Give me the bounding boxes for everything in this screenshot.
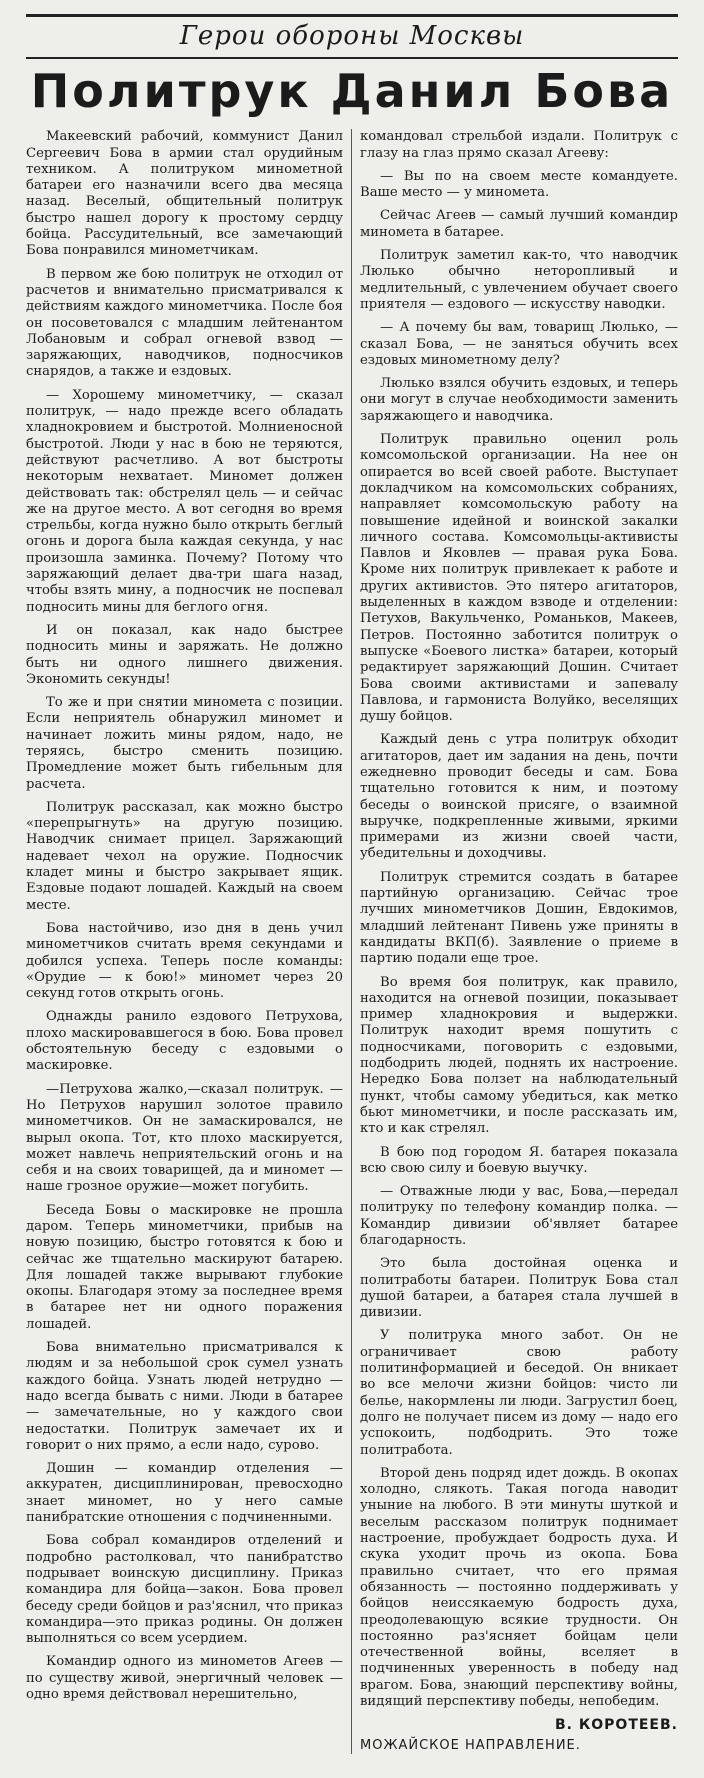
paragraph: — Хорошему минометчику, — сказал политрук, — надо прежде всего обладать хладнокровием и быстротой. Молниеносной быстротой. Люди у нас в бою не теряются, действуют расчетливо. А вот быстроты некоторым нехватает. Миномет должен действовать так: обстрелял цель — и сейчас же на другое место. А вот сегодня во время стрельбы, когда нужно было открыть беглый огонь и дорога была каждая секунда, у нас произошла заминка. Почему? Потому что заряжающий делает два-три шага назад, чтобы взять мину, а подносчик не поспевал подносить мины для беглого огня. <box>26 387 343 615</box>
paragraph: Политрук заметил как-то, что наводчик Люлько обычно неторопливый и медлительный, с увлечением обучает своего приятеля — ездового — искусству наводки. <box>360 248 678 312</box>
paragraph: командовал стрельбой издали. Политрук с глазу на глаз прямо сказал Агееву: <box>360 129 678 161</box>
paragraph: Бова собрал командиров отделений и подробно растолковал, что панибратство подрывает воинскую дисциплину. Приказ командира для бойца—закон. Бова провел беседу среди бойцов и раз'яснил, что приказ командира—это приказ родины. Он должен выполняться со всем усердием. <box>26 1533 343 1647</box>
paragraph: Люлько взялся обучить ездовых, и теперь они могут в случае необходимости заменить заряжающего и наводчика. <box>360 376 678 424</box>
paragraph: Сейчас Агеев — самый лучший командир миномета в батарее. <box>360 208 678 240</box>
rubric: Герои обороны Москвы <box>26 14 678 59</box>
paragraph: Дошин — командир отделения — аккуратен, дисциплинирован, превосходно знает миномет, но у него самые панибратские отношения с подчиненными. <box>26 1461 343 1526</box>
paragraph: Политрук стремится создать в батарее партийную организацию. Сейчас трое лучших минометчиков Дошин, Евдокимов, младший лейтенант Пивень уже приняты в кандидаты ВКП(б). Заявление о приеме в партию подали еще трое. <box>360 869 678 967</box>
paragraph: —Петрухова жалко,—сказал политрук. — Но Петрухов нарушил золотое правило минометчиков. Он не замаскировался, не вырыл окопа. Тот, кто плохо маскируется, может навлечь неприятельский огонь и на себя и на своих товарищей, да и миномет — наше грозное оружие—может погубить. <box>26 1081 343 1195</box>
paragraph: — Отважные люди у вас, Бова,—передал политруку по телефону командир полка. — Командир дивизии об'являет батарее благодарность. <box>360 1184 678 1248</box>
paragraph: Во время боя политрук, как правило, находится на огневой позиции, показывает пример хладнокровия и выдержки. Политрук находит время пошутить с подносчиками, поговорить с ездовыми, подбодрить людей, поднять их настроение. Нередко Бова ползет на наблюдательный пункт, чтобы самому убедиться, как метко бьют минометчики, и после рассказать им, кто и как стрелял. <box>360 974 678 1137</box>
paragraph: Однажды ранило ездового Петрухова, плохо маскировавшегося в бою. Бова провел обстоятельную беседу с ездовыми о маскировке. <box>26 1009 343 1074</box>
dateline-place: МОЖАЙСКОЕ НАПРАВЛЕНИЕ. <box>360 1737 581 1753</box>
article-headline: Политрук Данил Бова <box>30 64 674 118</box>
paragraph: В бою под городом Я. батарея показала всю свою силу и боевую выучку. <box>360 1144 678 1176</box>
paragraph: Беседа Бовы о маскировке не прошла даром. Теперь минометчики, прибыв на новую позицию, быстро готовятся к бою и сейчас же тщательно маскируют батарею. Для лошадей также вырывают глубокие окопы. Благодаря этому за последнее время в батарее нет ни одного поражения лошадей. <box>26 1202 343 1332</box>
paragraph: Второй день подряд идет дождь. В окопах холодно, слякоть. Такая погода наводит уныние на любого. В эти минуты шуткой и веселым рассказом политрук поднимает настроение, пробуждает бодрость духа. И скука уходит прочь из окопа. Бова правильно считает, что его прямая обязанность — постоянно поддерживать у бойцов неиссякаемую бодрость духа, преодолевающую всякие трудности. Он постоянно раз'ясняет бойцам цели отечественной войны, вселяет в подчиненных уверенность в победу над врагом. Бова, знающий перспективу войны, видящий перспективу победы, непобедим. <box>360 1465 678 1710</box>
paragraph: — Вы по на своем месте командуете. Ваше место — у миномета. <box>360 168 678 201</box>
author-signature: В. КОРОТЕЕВ. <box>554 1717 678 1734</box>
paragraph: Макеевский рабочий, коммунист Данил Сергеевич Бова в армии стал орудийным техником. А политруком минометной батареи его назначили всего два месяца назад. Веселый, общительный политрук быстро нашел дорогу к простому сердцу бойца. Рассудительный, все замечающий Бова понравился минометчикам. <box>26 129 343 259</box>
paragraph: То же и при снятии миномета с позиции. Если неприятель обнаружил миномет и начинает ложить мины рядом, надо, не теряясь, быстро сменить позицию. Промедление может быть гибельным для расчета. <box>26 695 343 792</box>
paragraph: Каждый день с утра политрук обходит агитаторов, дает им задания на день, почти ежедневно проводит беседы и сам. Бова тщательно готовится к ним, и поэтому беседы о воинской присяге, о взаимной выручке, подкрепленные живыми, яркими примерами из жизни своей части, убедительны и доходчивы. <box>360 732 678 862</box>
paragraph: Бова настойчиво, изо дня в день учил минометчиков считать время секундами и добился успеха. Теперь после команды: «Орудие — к бою!» миномет через 20 секунд готов открыть огонь. <box>26 920 343 1002</box>
paragraph: Бова внимательно присматривался к людям и за небольшой срок сумел узнать каждого бойца. Узнать людей нетрудно — надо всегда бывать с ними. Люди в батарее — замечательные, но у каждого свои недостатки. Политрук замечает их и говорит о них прямо, а если надо, сурово. <box>26 1340 343 1453</box>
paragraph: — А почему бы вам, товарищ Люлько, — сказал Бова, — не заняться обучить всех ездовых минометному делу? <box>360 320 678 368</box>
paragraph: В первом же бою политрук не отходил от расчетов и внимательно присматривался к действиям каждого минометчика. После боя он посоветовался с младшим лейтенантом Лобановым и собрал огневой взвод — заряжающих, наводчиков, подносчиков снарядов, а также и ездовых. <box>26 266 343 380</box>
paragraph: И он показал, как надо быстрее подносить мины и заряжать. Не должно быть ни одного лишнего движения. Экономить секунды! <box>26 622 343 687</box>
paragraph: Политрук рассказал, как можно быстро «перепрыгнуть» на другую позицию. Наводчик снимает прицел. Заряжающий надевает чехол на оружие. Подносчик кладет мины и быстро закрывает ящик. Ездовые подают лошадей. Каждый на своем месте. <box>26 799 343 913</box>
paragraph: Политрук правильно оценил роль комсомольской организации. На нее он опирается во всей своей работе. Выступает докладчиком на комсомольских собраниях, направляет комсомольскую работу на повышение идейной и воинской закалки личного состава. Комсомольцы-активисты Павлов и Яковлев — правая рука Бова. Кроме них политрук привлекает к работе и других активистов. Это пятеро агитаторов, выделенных в каждом взводе и отделении: Петухов, Вакульченко, Романьков, Макеев, Петров. Постоянно заботится политрук о выпуске «Боевого листка» батареи, который редактирует заряжающий Дошин. Считает Бова своими активистами и запевалу Павлова, и гармониста Волуйко, веселящих душу бойцов. <box>360 432 678 725</box>
article-body <box>26 129 678 1754</box>
paragraph: У политрука много забот. Он не ограничивает свою работу политинформацией и беседой. Он вникает во все мелочи жизни бойцов: чисто ли белье, накормлены ли люди. Загрустил боец, долго не получает писем из дому — надо его успокоить, подбодрить. Это тоже политработа. <box>360 1328 678 1458</box>
left-column <box>26 129 352 1754</box>
paragraph: Это была достойная оценка и политработы батареи. Политрук Бова стал душой батареи, а батарея стала лучшей в дивизии. <box>360 1256 678 1321</box>
paragraph: Командир одного из минометов Агеев — по существу живой, энергичный человек — одно время действовал нерешительно, <box>26 1654 343 1703</box>
right-column <box>352 129 678 1754</box>
